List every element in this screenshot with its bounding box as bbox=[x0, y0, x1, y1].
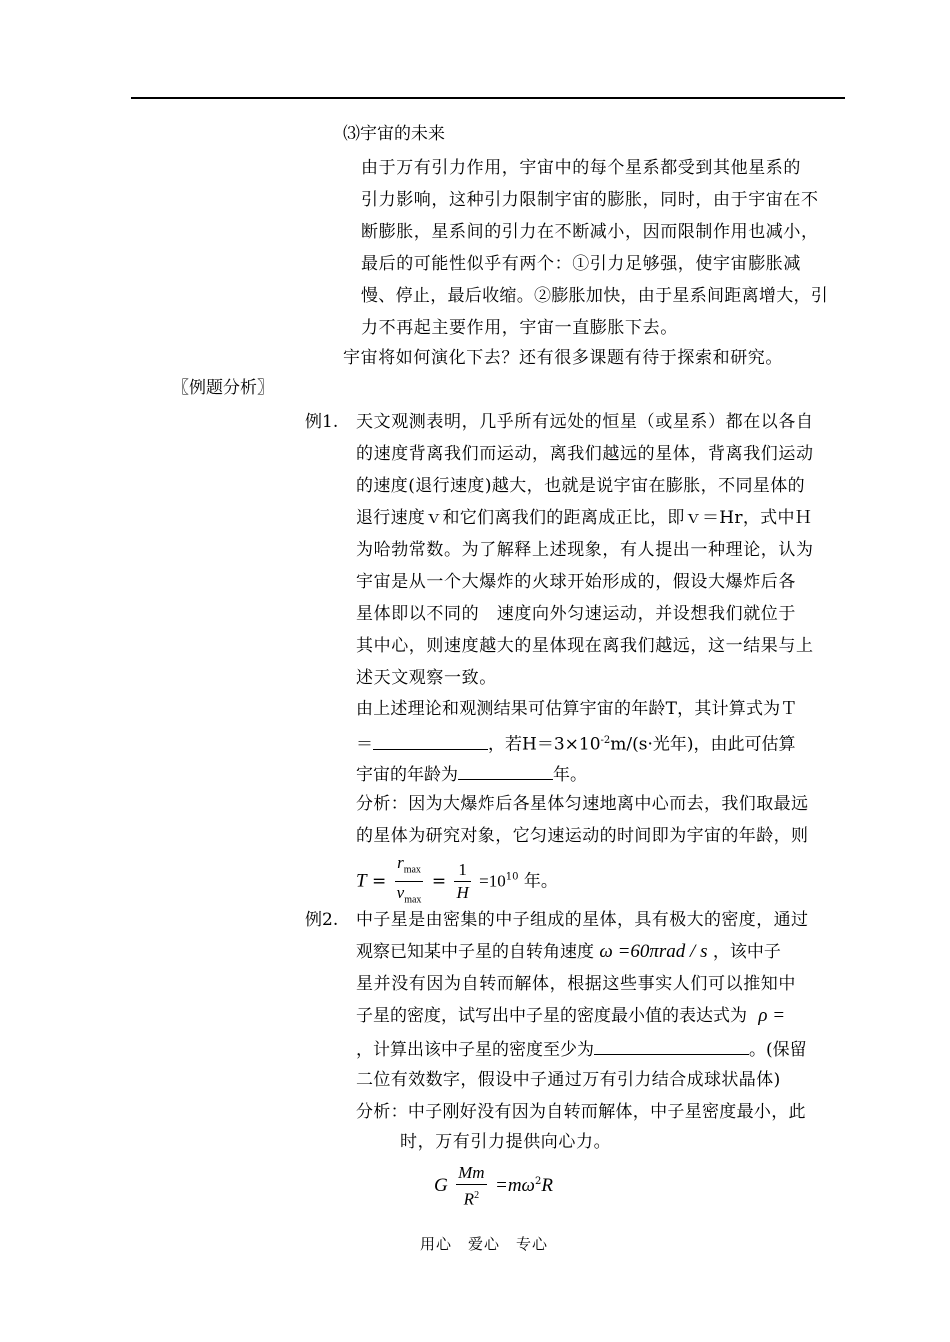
paragraph-line: 最后的可能性似乎有两个：①引力足够强，使宇宙膨胀减 bbox=[361, 254, 801, 274]
example-line: 天文观测表明，几乎所有远处的恒星（或星系）都在以各自 bbox=[356, 412, 814, 432]
example-line: 为哈勃常数。为了解释上述现象，有人提出一种理论，认为 bbox=[356, 540, 814, 560]
question-line bbox=[356, 763, 587, 785]
example-line: 的速度(退行速度)越大，也就是说宇宙在膨胀，不同星体的 bbox=[356, 476, 806, 496]
subscript-max: max bbox=[404, 894, 422, 906]
paragraph-line: 慢、停止，最后收缩。②膨胀加快，由于星系间距离增大，引 bbox=[361, 286, 829, 306]
example-line: 退行速度ｖ和它们离我们的距离成正比，即ｖ＝Hr，式中Ｈ bbox=[356, 508, 813, 528]
example-line bbox=[356, 1006, 785, 1026]
formula-H: H bbox=[456, 883, 469, 903]
age-formula bbox=[356, 852, 558, 912]
question-line: 由上述理论和观测结果可估算宇宙的年龄T，其计算式为Ｔ bbox=[356, 699, 798, 719]
formula-tail: 年。 bbox=[523, 871, 558, 892]
answer-blank bbox=[373, 733, 488, 750]
example-label: 例1. bbox=[305, 412, 339, 432]
closing-line: 宇宙将如何演化下去？还有很多课题有待于探索和研究。 bbox=[343, 348, 783, 368]
example-line: 述天文观察一致。 bbox=[356, 668, 497, 688]
rho-expression: ρ = bbox=[758, 1005, 786, 1026]
question-text: m/(s·光年)，由此可估算 bbox=[610, 734, 796, 755]
subscript-max: max bbox=[403, 864, 421, 876]
analysis-line: 时，万有引力提供向心力。 bbox=[400, 1132, 612, 1152]
result-exponent: 10 bbox=[505, 871, 519, 883]
exponent: 2 bbox=[534, 1176, 542, 1188]
formula-G: G bbox=[434, 1174, 448, 1196]
formula-r: r bbox=[397, 853, 404, 872]
formula-eq: = bbox=[371, 871, 387, 892]
paragraph-line: 由于万有引力作用，宇宙中的每个星系都受到其他星系的 bbox=[361, 158, 801, 178]
paragraph-line: 力不再起主要作用，宇宙一直膨胀下去。 bbox=[361, 318, 678, 338]
example-line: 二位有效数字，假设中子通过万有引力结合成球状晶体) bbox=[356, 1070, 781, 1090]
question-prefix: 宇宙的年龄为 bbox=[356, 765, 458, 785]
examples-heading: 〖例题分析〗 bbox=[172, 378, 274, 398]
question-text: ，若H＝3×10 bbox=[488, 734, 601, 755]
example-text: ，该中子 bbox=[712, 942, 781, 962]
analysis-line: 分析：中子刚好没有因为自转而解体，中子星密度最小，此 bbox=[356, 1102, 806, 1122]
paragraph-line: 引力影响，这种引力限制宇宙的膨胀，同时，由于宇宙在不 bbox=[361, 190, 819, 210]
example-line: 的速度背离我们而运动，离我们越远的星体，背离我们运动 bbox=[356, 444, 814, 464]
exponent: -2 bbox=[600, 735, 611, 746]
example-text: ，计算出该中子星的密度至少为 bbox=[356, 1040, 594, 1060]
example-line: 宇宙是从一个大爆炸的火球开始形成的，假设大爆炸后各 bbox=[356, 572, 796, 592]
formula-T: T bbox=[356, 870, 367, 892]
gravity-formula bbox=[434, 1162, 553, 1211]
formula-one: 1 bbox=[454, 859, 470, 882]
example-line: 星并没有因为自转而解体，根据这些事实人们可以推知中 bbox=[356, 974, 796, 994]
fraction-r-over-v bbox=[395, 852, 424, 912]
question-line bbox=[356, 731, 796, 755]
formula-rhs: =mω bbox=[495, 1174, 535, 1196]
example-text: 观察已知某中子星的自转角速度 bbox=[356, 942, 594, 962]
formula-Mm: Mm bbox=[456, 1162, 486, 1185]
example-line bbox=[356, 1038, 807, 1060]
question-suffix: 年。 bbox=[553, 765, 587, 785]
example-text: 子星的密度，试写出中子星的密度最小值的表达式为 bbox=[356, 1006, 747, 1026]
omega-expression: ω =60πrad / s bbox=[599, 941, 708, 962]
formula-R: R bbox=[463, 1189, 475, 1209]
formula-eq: = bbox=[431, 871, 447, 892]
exponent: 2 bbox=[474, 1190, 480, 1201]
formula-result: =10 bbox=[479, 871, 506, 891]
question-prefix: ＝ bbox=[356, 734, 373, 755]
example-line: 中子星是由密集的中子组成的星体，具有极大的密度，通过 bbox=[356, 910, 809, 930]
example-line bbox=[356, 942, 781, 962]
header-rule bbox=[131, 97, 845, 99]
analysis-line: 的星体为研究对象，它匀速运动的时间即为宇宙的年龄，则 bbox=[356, 826, 809, 846]
example-line: 星体即以不同的 速度向外匀速运动，并设想我们就位于 bbox=[356, 604, 796, 624]
analysis-line: 分析：因为大爆炸后各星体匀速地离中心而去，我们取最远 bbox=[356, 794, 809, 814]
section-heading: ⑶宇宙的未来 bbox=[343, 124, 445, 144]
answer-blank bbox=[594, 1038, 749, 1055]
paragraph-line: 断膨胀，星系间的引力在不断减小，因而限制作用也减小， bbox=[361, 222, 819, 242]
page-footer: 用心 爱心 专心 bbox=[420, 1235, 549, 1253]
formula-R: R bbox=[541, 1174, 553, 1196]
fraction-one-over-H bbox=[454, 859, 470, 904]
answer-blank bbox=[458, 763, 553, 780]
formula-v: v bbox=[396, 883, 405, 903]
example-text: 。(保留 bbox=[749, 1040, 807, 1060]
example-line: 其中心，则速度越大的星体现在离我们越远，这一结果与上 bbox=[356, 636, 814, 656]
example-label: 例2. bbox=[305, 910, 339, 930]
fraction-Mm-over-R2 bbox=[456, 1162, 486, 1211]
